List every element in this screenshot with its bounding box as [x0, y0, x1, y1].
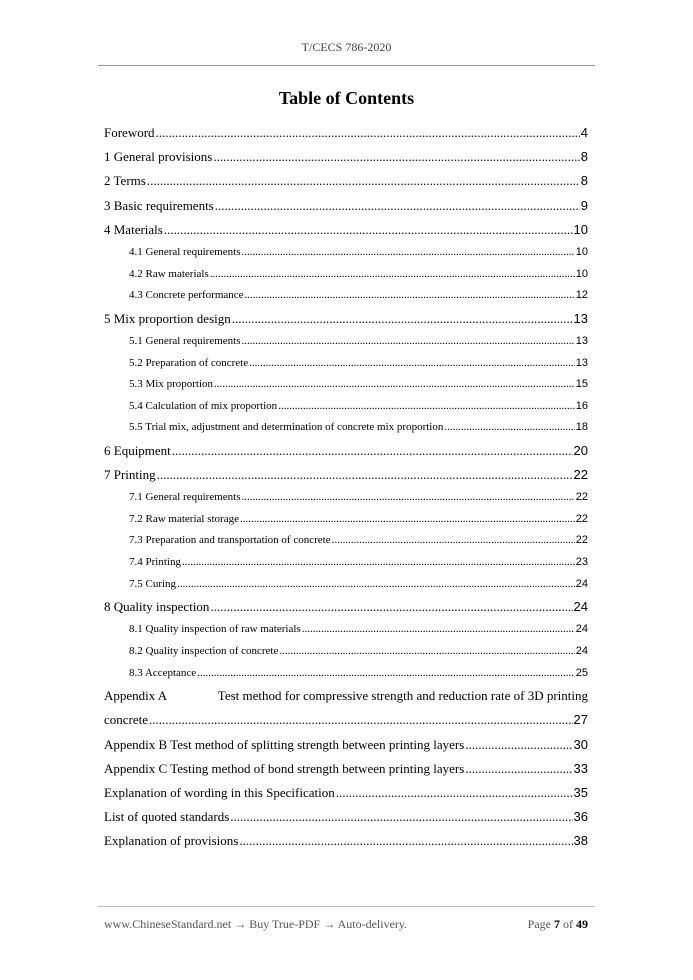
toc-entry[interactable]: [104, 552, 588, 574]
toc-entry-appendix-a[interactable]: [104, 684, 588, 732]
toc-entry[interactable]: [104, 781, 588, 805]
toc-entry-page: 15: [575, 378, 588, 391]
leader-dots: [215, 194, 580, 218]
toc-entry-label: 7.4 Printing: [129, 556, 181, 569]
toc-entry-label: 4.2 Raw materials: [129, 267, 209, 280]
leader-dots: [232, 307, 573, 331]
toc-entry-label: 6 Equipment: [104, 442, 171, 458]
toc-entry[interactable]: [104, 805, 588, 829]
toc-entry[interactable]: [104, 353, 588, 375]
toc-entry[interactable]: [104, 829, 588, 853]
toc-entry[interactable]: [104, 169, 588, 193]
toc-entry-label: Test method for compressive strength and reduction rate of 3D printing: [217, 688, 588, 704]
arrow-icon: →: [234, 917, 247, 931]
toc-entry-page: 24: [575, 623, 588, 636]
leader-dots: [241, 331, 574, 353]
toc-entry-label: 8 Quality inspection: [104, 599, 210, 615]
toc-entry-page: 10: [575, 267, 588, 280]
leader-dots: [241, 487, 574, 509]
leader-dots: [230, 805, 572, 829]
footer-divider: [98, 906, 595, 907]
toc-entry[interactable]: [104, 331, 588, 353]
toc-entry-label: 3 Basic requirements: [104, 197, 214, 213]
leader-dots: [164, 218, 573, 242]
toc-entry-page: 33: [573, 760, 588, 776]
toc-entry-label: concrete: [104, 712, 149, 728]
leader-dots: [249, 353, 575, 375]
toc-entry-label: Foreword: [104, 125, 155, 140]
leader-dots: [239, 829, 572, 853]
toc-entry[interactable]: [104, 307, 588, 331]
toc-entry[interactable]: [104, 374, 588, 396]
toc-entry[interactable]: [104, 509, 588, 531]
toc-entry[interactable]: [104, 218, 588, 242]
toc-entry-page: 30: [573, 736, 588, 752]
current-page: 7: [554, 917, 560, 931]
toc-entry[interactable]: [104, 574, 588, 596]
footer-promo: [104, 917, 407, 932]
leader-dots: [278, 396, 575, 418]
toc-entry[interactable]: [104, 285, 588, 307]
leader-dots: [332, 530, 575, 552]
leader-dots: [157, 463, 573, 487]
toc-entry-label: 5 Mix proportion design: [104, 310, 231, 326]
site-link[interactable]: www.ChineseStandard.net: [104, 917, 232, 931]
leader-dots: [156, 121, 580, 145]
toc-entry[interactable]: [104, 145, 588, 169]
toc-entry-label: Appendix C Testing method of bond strength between printing layers: [104, 760, 465, 776]
leader-dots: [241, 242, 574, 264]
leader-dots: [213, 145, 579, 169]
toc-entry-page: 22: [573, 467, 588, 483]
document-code-header: T/CECS 786-2020: [301, 40, 392, 54]
leader-dots: [279, 641, 574, 663]
table-of-contents: [104, 121, 588, 854]
page-footer: [104, 917, 588, 932]
toc-entry-label: 5.1 General requirements: [129, 334, 241, 347]
toc-entry[interactable]: [104, 417, 588, 439]
toc-entry-page: 22: [575, 512, 588, 525]
toc-entry[interactable]: [104, 530, 588, 552]
leader-dots: [336, 781, 573, 805]
toc-entry-label: 8.2 Quality inspection of concrete: [129, 645, 279, 657]
toc-entry-label: 5.4 Calculation of mix proportion: [129, 399, 278, 412]
toc-entry-page: 8: [580, 173, 588, 189]
leader-dots: [210, 595, 572, 619]
leader-dots: [149, 708, 573, 732]
toc-entry-page: 22: [575, 491, 588, 504]
toc-entry-label: 1 General provisions: [104, 149, 213, 165]
toc-entry-page: 24: [573, 599, 588, 615]
leader-dots: [210, 264, 575, 286]
page-title: Table of Contents: [278, 88, 415, 108]
page-indicator: Page 7 of 49: [527, 917, 588, 931]
toc-entry-label: Explanation of wording in this Specification: [104, 784, 335, 800]
toc-entry[interactable]: [104, 439, 588, 463]
toc-entry-label: Appendix B Test method of splitting strength between printing layers: [104, 736, 465, 752]
toc-entry-page: 9: [580, 197, 588, 213]
toc-entry-page: 10: [575, 245, 588, 258]
buy-link[interactable]: Buy True-PDF: [249, 917, 321, 931]
header-divider: [98, 65, 595, 66]
toc-entry-page: 13: [573, 310, 588, 326]
toc-entry[interactable]: [104, 757, 588, 781]
toc-entry[interactable]: [104, 619, 588, 641]
leader-dots: [465, 733, 572, 757]
toc-entry-label: 5.5 Trial mix, adjustment and determination of concrete mix proportion: [129, 421, 444, 434]
toc-entry-label: 4 Materials: [104, 221, 163, 237]
toc-entry-page: 22: [575, 534, 588, 547]
toc-entry-label: 7.5 Curing: [129, 577, 177, 590]
toc-entry-page: 23: [575, 556, 588, 569]
toc-entry-page: 4: [580, 125, 588, 140]
toc-entry-label: 5.2 Preparation of concrete: [129, 356, 249, 369]
toc-entry-label: 5.3 Mix proportion: [129, 378, 214, 391]
toc-entry[interactable]: [104, 641, 588, 663]
toc-entry[interactable]: [104, 595, 588, 619]
toc-entry-label: 4.1 General requirements: [129, 245, 241, 258]
toc-entry-label: Appendix A: [104, 688, 168, 704]
toc-entry-page: 25: [575, 666, 588, 679]
leader-dots: [172, 439, 573, 463]
toc-entry-label: 4.3 Concrete performance: [129, 289, 244, 302]
toc-entry-page: 13: [575, 356, 588, 369]
toc-entry-page: 16: [575, 399, 588, 412]
delivery-text: Auto-delivery.: [337, 917, 408, 931]
toc-entry[interactable]: [104, 121, 588, 145]
toc-entry[interactable]: [104, 487, 588, 509]
toc-entry[interactable]: [104, 663, 588, 685]
toc-entry-page: 13: [575, 334, 588, 347]
toc-entry[interactable]: [104, 733, 588, 757]
leader-dots: [197, 663, 575, 685]
leader-dots: [465, 757, 572, 781]
toc-entry-page: 36: [573, 809, 588, 825]
leader-dots: [214, 374, 575, 396]
toc-entry-label: 2 Terms: [104, 173, 146, 189]
toc-entry-page: 35: [573, 784, 588, 800]
toc-entry-page: 20: [573, 442, 588, 458]
toc-entry-page: 10: [573, 221, 588, 237]
toc-entry[interactable]: [104, 264, 588, 286]
toc-entry-page: 8: [580, 149, 588, 165]
toc-entry-page: 24: [575, 577, 588, 590]
toc-entry-page: 12: [575, 289, 588, 302]
toc-entry-page: 24: [575, 645, 588, 657]
leader-dots: [302, 619, 575, 641]
toc-entry-label: 7 Printing: [104, 467, 156, 483]
toc-entry[interactable]: [104, 396, 588, 418]
toc-entry-label: 7.1 General requirements: [129, 491, 241, 504]
toc-entry[interactable]: [104, 242, 588, 264]
toc-entry-page: 18: [575, 421, 588, 434]
leader-dots: [444, 417, 574, 439]
toc-entry[interactable]: [104, 463, 588, 487]
toc-entry-page: 27: [573, 712, 588, 728]
leader-dots: [177, 574, 575, 596]
toc-entry-label: 7.2 Raw material storage: [129, 512, 239, 525]
leader-dots: [182, 552, 575, 574]
toc-entry-label: 8.1 Quality inspection of raw materials: [129, 623, 301, 636]
toc-entry[interactable]: [104, 194, 588, 218]
toc-entry-label: Explanation of provisions: [104, 833, 239, 849]
total-pages: 49: [576, 917, 588, 931]
leader-dots: [240, 509, 575, 531]
toc-entry-label: 7.3 Preparation and transportation of concrete: [129, 534, 331, 547]
toc-entry-label: List of quoted standards: [104, 809, 230, 825]
toc-entry-label: 8.3 Acceptance: [129, 666, 197, 679]
leader-dots: [245, 285, 575, 307]
toc-entry-page: 38: [573, 833, 588, 849]
arrow-icon: →: [323, 917, 336, 931]
leader-dots: [147, 169, 580, 193]
